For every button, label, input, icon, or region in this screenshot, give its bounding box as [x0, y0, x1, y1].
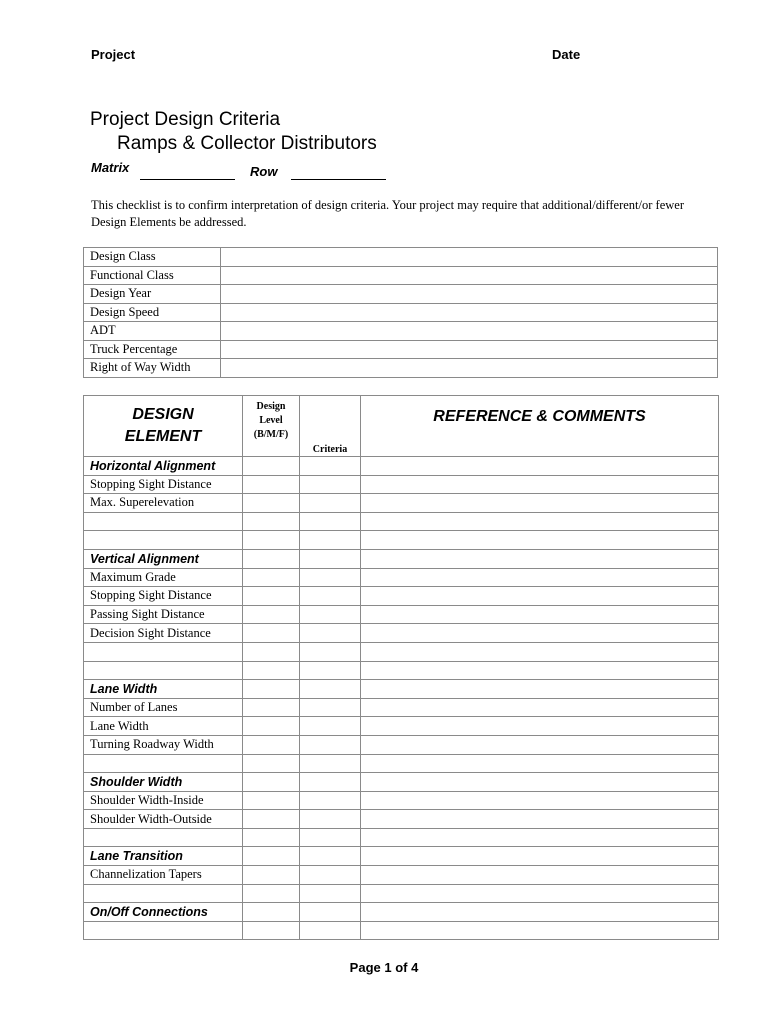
page-title: Project Design Criteria	[90, 109, 281, 130]
design-element-cell	[84, 884, 243, 903]
criteria-cell[interactable]	[300, 735, 361, 754]
design-level-cell[interactable]	[243, 717, 300, 736]
reference-comments-cell[interactable]	[361, 921, 719, 940]
design-level-cell[interactable]	[243, 624, 300, 643]
design-element-header-line1: DESIGN	[132, 406, 194, 423]
reference-comments-header: REFERENCE & COMMENTS	[361, 396, 719, 457]
design-level-cell[interactable]	[243, 512, 300, 531]
reference-comments-cell[interactable]	[361, 494, 719, 513]
section-heading-cell: Vertical Alignment	[84, 549, 243, 568]
info-row	[84, 266, 718, 285]
info-row	[84, 322, 718, 341]
design-level-cell[interactable]	[243, 810, 300, 829]
reference-comments-cell[interactable]	[361, 512, 719, 531]
design-element-cell: Turning Roadway Width	[84, 735, 243, 754]
reference-comments-cell[interactable]	[361, 884, 719, 903]
design-element-header	[84, 396, 243, 457]
design-element-table	[83, 395, 719, 940]
table-row	[84, 661, 719, 680]
design-element-cell	[84, 661, 243, 680]
design-level-cell[interactable]	[243, 773, 300, 792]
design-level-cell[interactable]	[243, 754, 300, 773]
design-element-cell: Decision Sight Distance	[84, 624, 243, 643]
info-row-label: Design Class	[84, 248, 221, 267]
criteria-cell[interactable]	[300, 531, 361, 550]
table-row	[84, 680, 719, 699]
table-row	[84, 457, 719, 476]
info-row-value-cell[interactable]	[221, 248, 718, 267]
design-element-cell	[84, 828, 243, 847]
table-row	[84, 903, 719, 922]
row-label: Row	[250, 164, 278, 179]
design-element-cell: Shoulder Width-Inside	[84, 791, 243, 810]
table-row	[84, 587, 719, 606]
design-level-header	[243, 396, 300, 457]
criteria-cell[interactable]	[300, 568, 361, 587]
intro-text: This checklist is to confirm interpretation of design criteria. Your project may require that additional/different/or fewer Design Elements be addressed.	[91, 198, 684, 229]
criteria-header: Criteria	[300, 396, 361, 457]
info-row-label: Truck Percentage	[84, 340, 221, 359]
design-level-cell[interactable]	[243, 494, 300, 513]
reference-comments-cell[interactable]	[361, 735, 719, 754]
table-row	[84, 735, 719, 754]
criteria-cell[interactable]	[300, 698, 361, 717]
reference-comments-cell[interactable]	[361, 773, 719, 792]
table-row	[84, 512, 719, 531]
reference-comments-cell[interactable]	[361, 531, 719, 550]
reference-comments-cell[interactable]	[361, 624, 719, 643]
table-row	[84, 847, 719, 866]
info-row	[84, 248, 718, 267]
table-row	[84, 921, 719, 940]
info-row-label: Right of Way Width	[84, 359, 221, 378]
section-heading-cell: Lane Transition	[84, 847, 243, 866]
criteria-cell[interactable]	[300, 457, 361, 476]
reference-comments-cell[interactable]	[361, 866, 719, 885]
info-row-value-cell[interactable]	[221, 303, 718, 322]
reference-comments-cell[interactable]	[361, 828, 719, 847]
page-number: Page 1 of 4	[349, 960, 419, 975]
row-field[interactable]	[291, 179, 386, 180]
criteria-cell[interactable]	[300, 605, 361, 624]
design-level-cell[interactable]	[243, 698, 300, 717]
matrix-field[interactable]	[140, 179, 235, 180]
table-row	[84, 754, 719, 773]
table-row	[84, 475, 719, 494]
info-row-value-cell[interactable]	[221, 266, 718, 285]
design-element-cell	[84, 512, 243, 531]
reference-comments-cell[interactable]	[361, 457, 719, 476]
info-row	[84, 359, 718, 378]
table-row	[84, 810, 719, 829]
design-element-cell: Shoulder Width-Outside	[84, 810, 243, 829]
reference-comments-cell[interactable]	[361, 642, 719, 661]
reference-comments-cell[interactable]	[361, 680, 719, 699]
info-row-value-cell[interactable]	[221, 359, 718, 378]
design-level-cell[interactable]	[243, 866, 300, 885]
reference-comments-cell[interactable]	[361, 791, 719, 810]
design-element-header-line2: ELEMENT	[124, 428, 202, 445]
criteria-cell[interactable]	[300, 921, 361, 940]
criteria-cell[interactable]	[300, 494, 361, 513]
date-label: Date	[552, 47, 581, 62]
table-row	[84, 717, 719, 736]
criteria-cell[interactable]	[300, 791, 361, 810]
criteria-cell[interactable]	[300, 587, 361, 606]
table-row	[84, 866, 719, 885]
info-row-label: ADT	[84, 322, 221, 341]
design-level-cell[interactable]	[243, 531, 300, 550]
criteria-cell[interactable]	[300, 661, 361, 680]
design-level-header-line2: Level	[259, 415, 283, 426]
design-level-cell[interactable]	[243, 921, 300, 940]
criteria-cell[interactable]	[300, 903, 361, 922]
criteria-cell[interactable]	[300, 549, 361, 568]
matrix-label: Matrix	[91, 160, 130, 175]
table-row	[84, 773, 719, 792]
design-level-cell[interactable]	[243, 735, 300, 754]
criteria-cell[interactable]	[300, 680, 361, 699]
design-level-cell[interactable]	[243, 884, 300, 903]
info-row-value-cell[interactable]	[221, 322, 718, 341]
table-row	[84, 791, 719, 810]
table-row	[84, 642, 719, 661]
section-heading-cell: On/Off Connections	[84, 903, 243, 922]
design-level-header-line3: (B/M/F)	[253, 429, 289, 440]
reference-comments-cell[interactable]	[361, 903, 719, 922]
design-level-cell[interactable]	[243, 680, 300, 699]
reference-comments-cell[interactable]	[361, 698, 719, 717]
criteria-cell[interactable]	[300, 512, 361, 531]
design-element-cell: Number of Lanes	[84, 698, 243, 717]
design-element-cell: Stopping Sight Distance	[84, 475, 243, 494]
table-row	[84, 531, 719, 550]
design-level-cell[interactable]	[243, 661, 300, 680]
design-element-cell	[84, 531, 243, 550]
criteria-cell[interactable]	[300, 810, 361, 829]
table-row	[84, 568, 719, 587]
design-element-cell: Max. Superelevation	[84, 494, 243, 513]
design-level-cell[interactable]	[243, 605, 300, 624]
project-label: Project	[91, 47, 136, 62]
design-level-cell[interactable]	[243, 791, 300, 810]
section-heading-cell: Shoulder Width	[84, 773, 243, 792]
criteria-cell[interactable]	[300, 866, 361, 885]
info-row-label: Design Speed	[84, 303, 221, 322]
info-row	[84, 340, 718, 359]
criteria-cell[interactable]	[300, 642, 361, 661]
design-level-header-line1: Design	[256, 401, 286, 412]
criteria-cell[interactable]	[300, 475, 361, 494]
design-element-cell: Stopping Sight Distance	[84, 587, 243, 606]
design-element-cell	[84, 754, 243, 773]
info-row-value-cell[interactable]	[221, 285, 718, 304]
design-level-cell[interactable]	[243, 568, 300, 587]
design-level-cell[interactable]	[243, 642, 300, 661]
design-element-cell: Maximum Grade	[84, 568, 243, 587]
table-row	[84, 828, 719, 847]
section-heading-cell: Lane Width	[84, 680, 243, 699]
design-level-cell[interactable]	[243, 457, 300, 476]
design-level-cell[interactable]	[243, 903, 300, 922]
criteria-cell[interactable]	[300, 847, 361, 866]
design-element-cell: Lane Width	[84, 717, 243, 736]
section-heading-cell: Horizontal Alignment	[84, 457, 243, 476]
reference-comments-cell[interactable]	[361, 587, 719, 606]
reference-comments-cell[interactable]	[361, 475, 719, 494]
reference-comments-cell[interactable]	[361, 661, 719, 680]
table-header-row	[84, 396, 719, 457]
design-level-cell[interactable]	[243, 549, 300, 568]
reference-comments-cell[interactable]	[361, 810, 719, 829]
design-element-cell: Passing Sight Distance	[84, 605, 243, 624]
table-row	[84, 698, 719, 717]
criteria-cell[interactable]	[300, 828, 361, 847]
info-row-value-cell[interactable]	[221, 340, 718, 359]
info-row	[84, 285, 718, 304]
reference-comments-cell[interactable]	[361, 568, 719, 587]
table-row	[84, 605, 719, 624]
info-row-label: Functional Class	[84, 266, 221, 285]
reference-comments-cell[interactable]	[361, 754, 719, 773]
design-level-cell[interactable]	[243, 828, 300, 847]
criteria-cell[interactable]	[300, 624, 361, 643]
reference-comments-cell[interactable]	[361, 605, 719, 624]
criteria-cell[interactable]	[300, 773, 361, 792]
table-row	[84, 624, 719, 643]
page-subtitle: Ramps & Collector Distributors	[117, 133, 377, 154]
table-row	[84, 549, 719, 568]
reference-comments-cell[interactable]	[361, 717, 719, 736]
design-level-cell[interactable]	[243, 475, 300, 494]
criteria-cell[interactable]	[300, 754, 361, 773]
design-element-cell: Channelization Tapers	[84, 866, 243, 885]
criteria-cell[interactable]	[300, 717, 361, 736]
project-info-table	[83, 247, 718, 378]
design-level-cell[interactable]	[243, 847, 300, 866]
table-row	[84, 884, 719, 903]
info-row	[84, 303, 718, 322]
design-element-cell	[84, 921, 243, 940]
reference-comments-cell[interactable]	[361, 847, 719, 866]
design-element-cell	[84, 642, 243, 661]
design-level-cell[interactable]	[243, 587, 300, 606]
info-row-label: Design Year	[84, 285, 221, 304]
reference-comments-cell[interactable]	[361, 549, 719, 568]
criteria-cell[interactable]	[300, 884, 361, 903]
table-row	[84, 494, 719, 513]
